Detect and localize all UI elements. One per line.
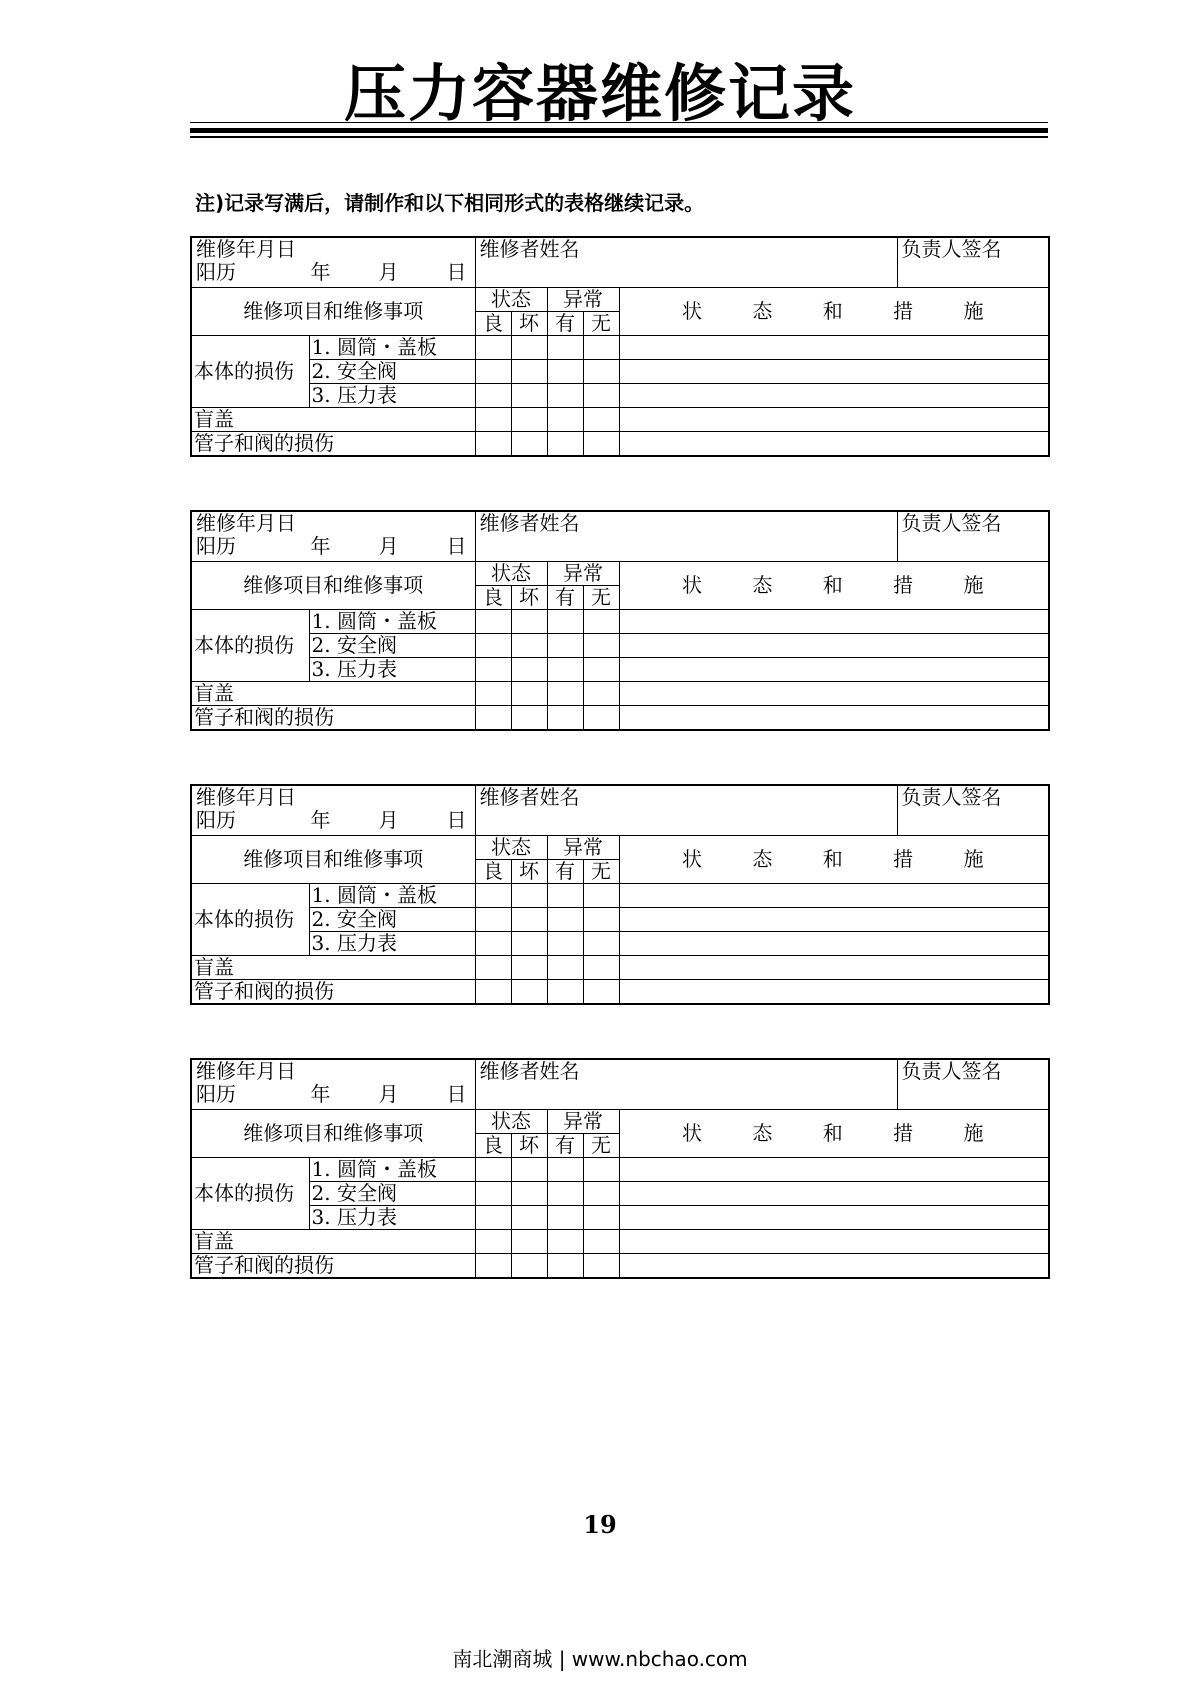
- check-good[interactable]: [475, 883, 511, 907]
- measures-cell[interactable]: [619, 705, 1049, 730]
- check-yes[interactable]: [547, 1157, 583, 1181]
- calendar-label: 阳历: [196, 260, 236, 284]
- item-cylinder-cover: 1. 圆筒・盖板: [309, 1157, 475, 1181]
- check-bad[interactable]: [511, 1205, 547, 1229]
- month-label: 月: [378, 1082, 399, 1106]
- title-rule-thick: [190, 128, 1048, 133]
- measures-cell[interactable]: [619, 1253, 1049, 1278]
- maintainer-name-cell[interactable]: [475, 785, 897, 835]
- check-good[interactable]: [475, 705, 511, 730]
- check-no[interactable]: [583, 633, 619, 657]
- day-label: 日: [446, 260, 467, 284]
- date-label: 维修年月日: [196, 785, 296, 809]
- items-header: 维修项目和维修事项: [191, 835, 475, 883]
- check-yes[interactable]: [547, 705, 583, 730]
- check-no[interactable]: [583, 1181, 619, 1205]
- check-bad[interactable]: [511, 705, 547, 730]
- measures-cell[interactable]: [619, 1181, 1049, 1205]
- month-label: 月: [378, 808, 399, 832]
- day-label: 日: [446, 808, 467, 832]
- check-bad[interactable]: [511, 955, 547, 979]
- check-bad[interactable]: [511, 883, 547, 907]
- item-cylinder-cover: 1. 圆筒・盖板: [309, 609, 475, 633]
- check-bad[interactable]: [511, 383, 547, 407]
- year-label: 年: [310, 534, 331, 558]
- check-yes[interactable]: [547, 407, 583, 431]
- no-header: 无: [583, 859, 619, 883]
- year-label: 年: [310, 260, 331, 284]
- check-yes[interactable]: [547, 431, 583, 456]
- check-yes[interactable]: [547, 979, 583, 1004]
- check-yes[interactable]: [547, 1253, 583, 1278]
- supervisor-signature-cell[interactable]: [897, 785, 1049, 835]
- check-good[interactable]: [475, 1157, 511, 1181]
- measures-cell[interactable]: [619, 883, 1049, 907]
- pipe-valve-damage-label: 管子和阀的损伤: [191, 1253, 475, 1278]
- check-good[interactable]: [475, 383, 511, 407]
- supervisor-signature-cell[interactable]: [897, 1059, 1049, 1109]
- check-no[interactable]: [583, 681, 619, 705]
- year-label: 年: [310, 808, 331, 832]
- no-header: 无: [583, 311, 619, 335]
- check-no[interactable]: [583, 431, 619, 456]
- good-header: 良: [475, 859, 511, 883]
- check-yes[interactable]: [547, 633, 583, 657]
- pipe-valve-damage-label: 管子和阀的损伤: [191, 431, 475, 456]
- item-safety-valve: 2. 安全阀: [309, 359, 475, 383]
- check-bad[interactable]: [511, 657, 547, 681]
- yes-header: 有: [547, 1133, 583, 1157]
- supervisor-signature-label: 负责人签名: [901, 237, 1002, 261]
- page-number: 19: [583, 1510, 617, 1539]
- title-rule-bottom: [190, 136, 1048, 138]
- check-bad[interactable]: [511, 335, 547, 359]
- year-label: 年: [310, 1082, 331, 1106]
- good-header: 良: [475, 585, 511, 609]
- check-yes[interactable]: [547, 1181, 583, 1205]
- pipe-valve-damage-label: 管子和阀的损伤: [191, 979, 475, 1004]
- check-yes[interactable]: [547, 609, 583, 633]
- check-no[interactable]: [583, 1253, 619, 1278]
- date-label: 维修年月日: [196, 511, 296, 535]
- bad-header: 坏: [511, 311, 547, 335]
- check-bad[interactable]: [511, 359, 547, 383]
- maintainer-name-label: 维修者姓名: [479, 237, 580, 261]
- check-no[interactable]: [583, 883, 619, 907]
- bad-header: 坏: [511, 859, 547, 883]
- supervisor-signature-label: 负责人签名: [901, 785, 1002, 809]
- check-no[interactable]: [583, 1205, 619, 1229]
- body-damage-label: 本体的损伤: [191, 883, 309, 955]
- item-pressure-gauge: 3. 压力表: [309, 383, 475, 407]
- item-cylinder-cover: 1. 圆筒・盖板: [309, 883, 475, 907]
- measures-cell[interactable]: [619, 407, 1049, 431]
- no-header: 无: [583, 585, 619, 609]
- good-header: 良: [475, 311, 511, 335]
- supervisor-signature-cell[interactable]: [897, 511, 1049, 561]
- status-header: 状态: [475, 835, 547, 859]
- yes-header: 有: [547, 585, 583, 609]
- check-bad[interactable]: [511, 407, 547, 431]
- measures-cell[interactable]: [619, 335, 1049, 359]
- check-good[interactable]: [475, 1205, 511, 1229]
- maintainer-name-cell[interactable]: [475, 1059, 897, 1109]
- check-bad[interactable]: [511, 609, 547, 633]
- check-no[interactable]: [583, 359, 619, 383]
- measures-cell[interactable]: [619, 931, 1049, 955]
- check-bad[interactable]: [511, 907, 547, 931]
- measures-cell[interactable]: [619, 383, 1049, 407]
- check-no[interactable]: [583, 907, 619, 931]
- check-yes[interactable]: [547, 335, 583, 359]
- status-header: 状态: [475, 1109, 547, 1133]
- check-good[interactable]: [475, 633, 511, 657]
- measures-cell[interactable]: [619, 657, 1049, 681]
- day-label: 日: [446, 1082, 467, 1106]
- abnormal-header: 异常: [547, 287, 619, 311]
- calendar-label: 阳历: [196, 808, 236, 832]
- abnormal-header: 异常: [547, 561, 619, 585]
- check-yes[interactable]: [547, 931, 583, 955]
- measures-cell[interactable]: [619, 609, 1049, 633]
- maintainer-name-label: 维修者姓名: [479, 511, 580, 535]
- check-no[interactable]: [583, 705, 619, 730]
- measures-cell[interactable]: [619, 633, 1049, 657]
- check-bad[interactable]: [511, 1253, 547, 1278]
- item-safety-valve: 2. 安全阀: [309, 1181, 475, 1205]
- check-good[interactable]: [475, 979, 511, 1004]
- date-label: 维修年月日: [196, 237, 296, 261]
- date-cell[interactable]: [191, 511, 475, 561]
- date-label: 维修年月日: [196, 1059, 296, 1083]
- measures-cell[interactable]: [619, 681, 1049, 705]
- measures-cell[interactable]: [619, 907, 1049, 931]
- maintenance-record-table: [190, 784, 1050, 1005]
- check-no[interactable]: [583, 657, 619, 681]
- check-bad[interactable]: [511, 633, 547, 657]
- status-header: 状态: [475, 561, 547, 585]
- date-cell[interactable]: [191, 785, 475, 835]
- page-title: 压力容器维修记录: [343, 57, 856, 130]
- check-good[interactable]: [475, 931, 511, 955]
- check-bad[interactable]: [511, 681, 547, 705]
- abnormal-header: 异常: [547, 1109, 619, 1133]
- brand-footer: 南北潮商城 | www.nbchao.com: [452, 1647, 748, 1671]
- body-damage-label: 本体的损伤: [191, 609, 309, 681]
- calendar-label: 阳历: [196, 534, 236, 558]
- measures-header: 状 态 和 措 施: [619, 1109, 1049, 1157]
- check-no[interactable]: [583, 979, 619, 1004]
- check-bad[interactable]: [511, 1229, 547, 1253]
- pipe-valve-damage-label: 管子和阀的损伤: [191, 705, 475, 730]
- abnormal-header: 异常: [547, 835, 619, 859]
- items-header: 维修项目和维修事项: [191, 561, 475, 609]
- date-cell[interactable]: [191, 1059, 475, 1109]
- items-header: 维修项目和维修事项: [191, 1109, 475, 1157]
- check-good[interactable]: [475, 1229, 511, 1253]
- check-no[interactable]: [583, 609, 619, 633]
- calendar-label: 阳历: [196, 1082, 236, 1106]
- check-good[interactable]: [475, 1253, 511, 1278]
- check-good[interactable]: [475, 955, 511, 979]
- date-cell[interactable]: [191, 237, 475, 287]
- maintainer-name-label: 维修者姓名: [479, 785, 580, 809]
- supervisor-signature-label: 负责人签名: [901, 1059, 1002, 1083]
- check-no[interactable]: [583, 1157, 619, 1181]
- check-good[interactable]: [475, 359, 511, 383]
- check-yes[interactable]: [547, 955, 583, 979]
- measures-cell[interactable]: [619, 431, 1049, 456]
- blind-cover-label: 盲盖: [191, 681, 475, 705]
- no-header: 无: [583, 1133, 619, 1157]
- measures-cell[interactable]: [619, 1157, 1049, 1181]
- check-good[interactable]: [475, 431, 511, 456]
- maintainer-name-cell[interactable]: [475, 237, 897, 287]
- check-yes[interactable]: [547, 883, 583, 907]
- body-damage-label: 本体的损伤: [191, 1157, 309, 1229]
- measures-cell[interactable]: [619, 1229, 1049, 1253]
- item-safety-valve: 2. 安全阀: [309, 633, 475, 657]
- supervisor-signature-cell[interactable]: [897, 237, 1049, 287]
- bad-header: 坏: [511, 1133, 547, 1157]
- maintainer-name-cell[interactable]: [475, 511, 897, 561]
- item-pressure-gauge: 3. 压力表: [309, 657, 475, 681]
- maintenance-record-table: [190, 236, 1050, 457]
- check-no[interactable]: [583, 931, 619, 955]
- blind-cover-label: 盲盖: [191, 407, 475, 431]
- maintenance-record-table: [190, 1058, 1050, 1279]
- month-label: 月: [378, 260, 399, 284]
- day-label: 日: [446, 534, 467, 558]
- yes-header: 有: [547, 859, 583, 883]
- measures-cell[interactable]: [619, 955, 1049, 979]
- good-header: 良: [475, 1133, 511, 1157]
- item-cylinder-cover: 1. 圆筒・盖板: [309, 335, 475, 359]
- maintainer-name-label: 维修者姓名: [479, 1059, 580, 1083]
- check-good[interactable]: [475, 681, 511, 705]
- measures-header: 状 态 和 措 施: [619, 287, 1049, 335]
- measures-header: 状 态 和 措 施: [619, 561, 1049, 609]
- measures-header: 状 态 和 措 施: [619, 835, 1049, 883]
- check-yes[interactable]: [547, 1205, 583, 1229]
- check-no[interactable]: [583, 955, 619, 979]
- check-no[interactable]: [583, 383, 619, 407]
- month-label: 月: [378, 534, 399, 558]
- check-yes[interactable]: [547, 383, 583, 407]
- maintenance-record-table: [190, 510, 1050, 731]
- check-good[interactable]: [475, 609, 511, 633]
- check-good[interactable]: [475, 407, 511, 431]
- body-damage-label: 本体的损伤: [191, 335, 309, 407]
- check-good[interactable]: [475, 335, 511, 359]
- item-safety-valve: 2. 安全阀: [309, 907, 475, 931]
- item-pressure-gauge: 3. 压力表: [309, 931, 475, 955]
- check-no[interactable]: [583, 1229, 619, 1253]
- yes-header: 有: [547, 311, 583, 335]
- check-bad[interactable]: [511, 1181, 547, 1205]
- measures-cell[interactable]: [619, 359, 1049, 383]
- check-no[interactable]: [583, 335, 619, 359]
- check-good[interactable]: [475, 907, 511, 931]
- check-bad[interactable]: [511, 1157, 547, 1181]
- status-header: 状态: [475, 287, 547, 311]
- check-good[interactable]: [475, 657, 511, 681]
- measures-cell[interactable]: [619, 1205, 1049, 1229]
- check-yes[interactable]: [547, 681, 583, 705]
- check-bad[interactable]: [511, 979, 547, 1004]
- check-bad[interactable]: [511, 431, 547, 456]
- check-yes[interactable]: [547, 1229, 583, 1253]
- supervisor-signature-label: 负责人签名: [901, 511, 1002, 535]
- check-no[interactable]: [583, 407, 619, 431]
- item-pressure-gauge: 3. 压力表: [309, 1205, 475, 1229]
- check-yes[interactable]: [547, 907, 583, 931]
- check-bad[interactable]: [511, 931, 547, 955]
- blind-cover-label: 盲盖: [191, 1229, 475, 1253]
- instruction-note: 注)记录写满后，请制作和以下相同形式的表格继续记录。: [195, 191, 705, 215]
- check-yes[interactable]: [547, 359, 583, 383]
- blind-cover-label: 盲盖: [191, 955, 475, 979]
- check-good[interactable]: [475, 1181, 511, 1205]
- check-yes[interactable]: [547, 657, 583, 681]
- items-header: 维修项目和维修事项: [191, 287, 475, 335]
- title-rule-thin: [190, 122, 1048, 123]
- measures-cell[interactable]: [619, 979, 1049, 1004]
- bad-header: 坏: [511, 585, 547, 609]
